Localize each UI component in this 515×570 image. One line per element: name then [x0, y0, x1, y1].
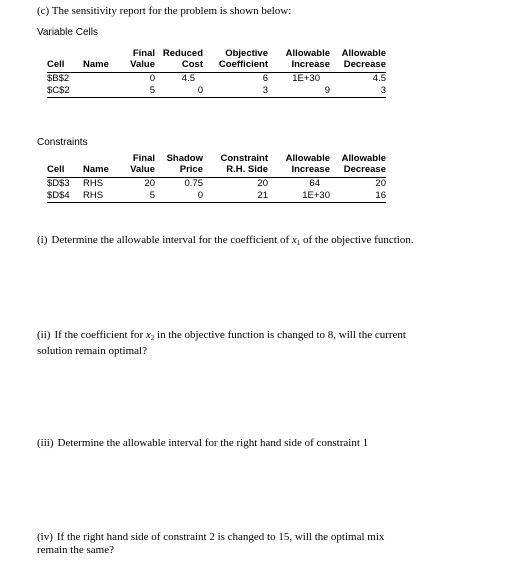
table-cell: 0 — [155, 190, 203, 203]
header-cell: Shadow — [166, 153, 203, 164]
header-cell: Cell — [47, 59, 83, 73]
table-cell: $D$4 — [47, 190, 83, 203]
header-cell — [47, 48, 83, 59]
table-cell — [83, 85, 123, 98]
table-header-row — [47, 59, 386, 73]
header-cell: Cell — [47, 164, 83, 178]
header-cell: Allowable — [285, 48, 330, 59]
table-cell: $C$2 — [47, 85, 83, 98]
table-row — [47, 178, 386, 191]
question-line: remain the same? — [37, 544, 114, 556]
math-variable: x — [291, 234, 297, 246]
header-cell: Allowable — [285, 153, 330, 164]
table-cell: 4.5 — [181, 73, 195, 84]
table-cell: 1E+30 — [292, 73, 320, 84]
table-cell: 5 — [123, 85, 155, 98]
table-cell: $B$2 — [47, 73, 70, 84]
math-variable: x — [145, 329, 151, 341]
table-cell: 3 — [203, 85, 268, 98]
table-cell: 16 — [330, 190, 386, 203]
question-text: If the coefficient for — [54, 329, 146, 341]
question-1 — [37, 234, 414, 250]
header-cell — [83, 48, 123, 59]
table-cell: 0 — [155, 85, 203, 98]
question-text: If the right hand side of constraint 2 is changed to 15, will the optimal mix — [56, 531, 385, 543]
table-cell: 6 — [262, 73, 268, 84]
question-text: Determine the allowable interval for the right hand side of constraint 1 — [57, 437, 369, 449]
question-text: in the objective function is changed to 8, will the current — [154, 329, 406, 341]
table-cell: RHS — [83, 178, 104, 189]
question-number: (iv) — [37, 531, 53, 543]
header-cell: Increase — [268, 59, 330, 73]
table-cell: 0 — [149, 73, 155, 84]
header-cell: Final — [132, 153, 155, 164]
header-cell: Cost — [155, 59, 203, 73]
header-cell: Allowable — [341, 48, 386, 59]
variable-cells-table — [47, 48, 386, 98]
constraints-table — [47, 153, 386, 203]
question-line — [37, 329, 406, 345]
header-cell: Final — [132, 48, 155, 59]
math-subscript: 1 — [296, 239, 301, 247]
question-4 — [37, 531, 384, 557]
header-cell: Name — [83, 164, 123, 178]
table-cell: 4.5 — [372, 73, 386, 84]
header-cell: Value — [123, 59, 155, 73]
table-row — [47, 85, 386, 98]
table-row — [47, 73, 386, 86]
question-number: (ii) — [37, 329, 51, 341]
header-cell: Decrease — [330, 59, 386, 73]
table-cell: 21 — [203, 190, 268, 203]
question-2 — [37, 329, 406, 358]
table-cell: 5 — [123, 190, 155, 203]
math-subscript: 2 — [150, 334, 155, 342]
table-cell: 9 — [268, 85, 330, 98]
table-cell: 20 — [375, 178, 386, 189]
table-cell: 1E+30 — [268, 190, 330, 203]
table-cell — [83, 73, 123, 86]
table-cell: 20 — [144, 178, 155, 189]
header-cell: Decrease — [330, 164, 386, 178]
header-cell: Increase — [268, 164, 330, 178]
header-cell: R.H. Side — [203, 164, 268, 178]
table-cell: 64 — [309, 178, 320, 189]
header-cell — [83, 153, 123, 164]
question-number: (iii) — [37, 437, 54, 449]
header-cell: Name — [83, 59, 123, 73]
variable-cells-title: Variable Cells — [37, 27, 98, 38]
table-header-row — [47, 164, 386, 178]
table-row — [47, 190, 386, 203]
question-number: (i) — [37, 234, 48, 246]
constraints-title: Constraints — [37, 137, 88, 148]
header-cell — [47, 153, 83, 164]
table-cell: 0.75 — [184, 178, 203, 189]
table-header-row — [47, 153, 386, 164]
header-cell: Coefficient — [203, 59, 268, 73]
table-cell: 20 — [257, 178, 268, 189]
question-line: solution remain optimal? — [37, 345, 147, 357]
header-cell: Allowable — [341, 153, 386, 164]
header-cell: Price — [155, 164, 203, 178]
section-heading: (c) The sensitivity report for the problem is shown below: — [37, 5, 292, 17]
question-3 — [37, 437, 368, 450]
question-line — [37, 531, 384, 544]
question-text: of the objective function. — [300, 234, 414, 246]
header-cell: Objective — [225, 48, 268, 59]
question-text: Determine the allowable interval for the coefficient of — [51, 234, 292, 246]
header-cell: Value — [123, 164, 155, 178]
table-cell: $D$3 — [47, 178, 70, 189]
table-header-row — [47, 48, 386, 59]
table-cell: 3 — [330, 85, 386, 98]
table-cell: RHS — [83, 190, 123, 203]
header-cell: Constraint — [220, 153, 268, 164]
header-cell: Reduced — [162, 48, 203, 59]
